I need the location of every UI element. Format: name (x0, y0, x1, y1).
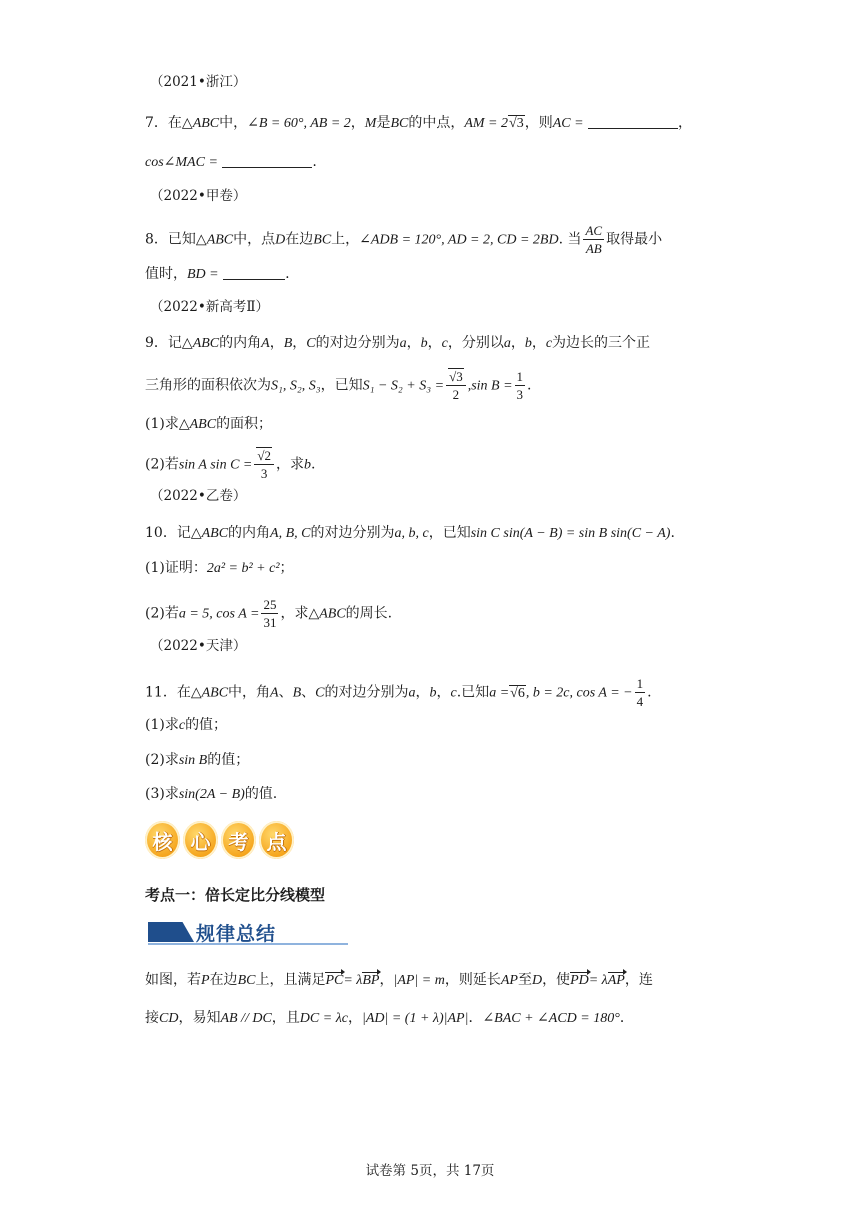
answer-blank-bd[interactable] (223, 264, 285, 280)
question-8-line-2: 值时，BD = . (145, 266, 290, 282)
question-9-part-1: (1)求△ABC的面积； (145, 416, 273, 432)
summary-marker (148, 922, 194, 942)
source-2022-jia: （2022•甲卷） (150, 188, 247, 204)
answer-blank-cos-mac[interactable] (222, 152, 312, 168)
badge-char: 心 (183, 821, 218, 859)
summary-underline (148, 943, 348, 945)
source-2022-tianjin: （2022•天津） (150, 638, 247, 654)
question-9-line-2: 三角形的面积依次为S₁, S₂, S₃，已知S₁ − S₂ + S₃ = $\frac{√3}{2}$ ,sin B = $\frac{1}{3}$ . (145, 369, 532, 402)
answer-blank-ac[interactable] (588, 113, 678, 129)
section-heading: 考点一：倍长定比分线模型 (145, 886, 326, 904)
source-2021-zhejiang: （2021•浙江） (150, 74, 247, 90)
question-8-line-1: 8．已知△ABC中，点D在边BC上，∠ADB = 120°, AD = 2, CD = 2BD. 当 $\frac{AC}{AB}$ 取得最小 (145, 223, 663, 256)
question-10-part-1: (1)证明：2a² = b² + c²； (145, 560, 294, 576)
source-2022-yi: （2022•乙卷） (150, 488, 247, 504)
core-points-badge (145, 818, 295, 862)
page-footer: 试卷第 5页，共 17页 (365, 1163, 495, 1179)
summary-header (148, 918, 348, 944)
question-7-line-2: cos∠MAC = . (145, 154, 317, 170)
badge-char: 核 (145, 821, 180, 859)
question-11-part-3: (3)求sin(2A − B)的值. (145, 786, 278, 802)
question-10-part-2: (2)若a = 5, cos A = $\frac{25}{31}$ ，求△ABC的周长. (145, 597, 393, 630)
summary-line-2: 接CD，易知AB // DC，且DC = λc，|AD| = (1 + λ)|AP|．∠BAC + ∠ACD = 180°． (145, 1010, 634, 1026)
question-7-line-1: 7．在△ABC中，∠B = 60°, AB = 2，M是BC的中点，AM = 2√3，则AC = ， (145, 115, 692, 131)
question-11-line-1: 11．在△ABC中，角A、B、C的对边分别为a，b，c.已知a =√6, b = 2c, cos A = − $\frac{1}{4}$ . (145, 676, 652, 709)
question-11-part-2: (2)求sin B的值； (145, 752, 250, 768)
question-10-line-1: 10．记△ABC的内角A, B, C的对边分别为a, b, c，已知sin C sin(A − B) = sin B sin(C − A). (145, 525, 675, 541)
question-9-line-1: 9．记△ABC的内角A，B，C的对边分别为a，b，c，分别以a，b，c为边长的三个正 (145, 335, 651, 351)
fraction-ac-over-ab: $\frac{AC}{AB}$ (585, 223, 603, 256)
summary-title: 规律总结 (196, 923, 277, 945)
badge-char: 考 (221, 821, 256, 859)
badge-char: 点 (259, 821, 294, 859)
source-2022-xingaokao: （2022•新高考Ⅱ） (150, 299, 269, 315)
question-9-part-2: (2)若sin A sin C = $\frac{√2}{3}$ ，求b. (145, 448, 316, 481)
summary-line-1: 如图，若P在边BC上，且满足PC= λBP，|AP| = m，则延长AP至D，使PD= λAP，连 (145, 970, 653, 991)
question-11-part-1: (1)求c的值； (145, 717, 228, 733)
